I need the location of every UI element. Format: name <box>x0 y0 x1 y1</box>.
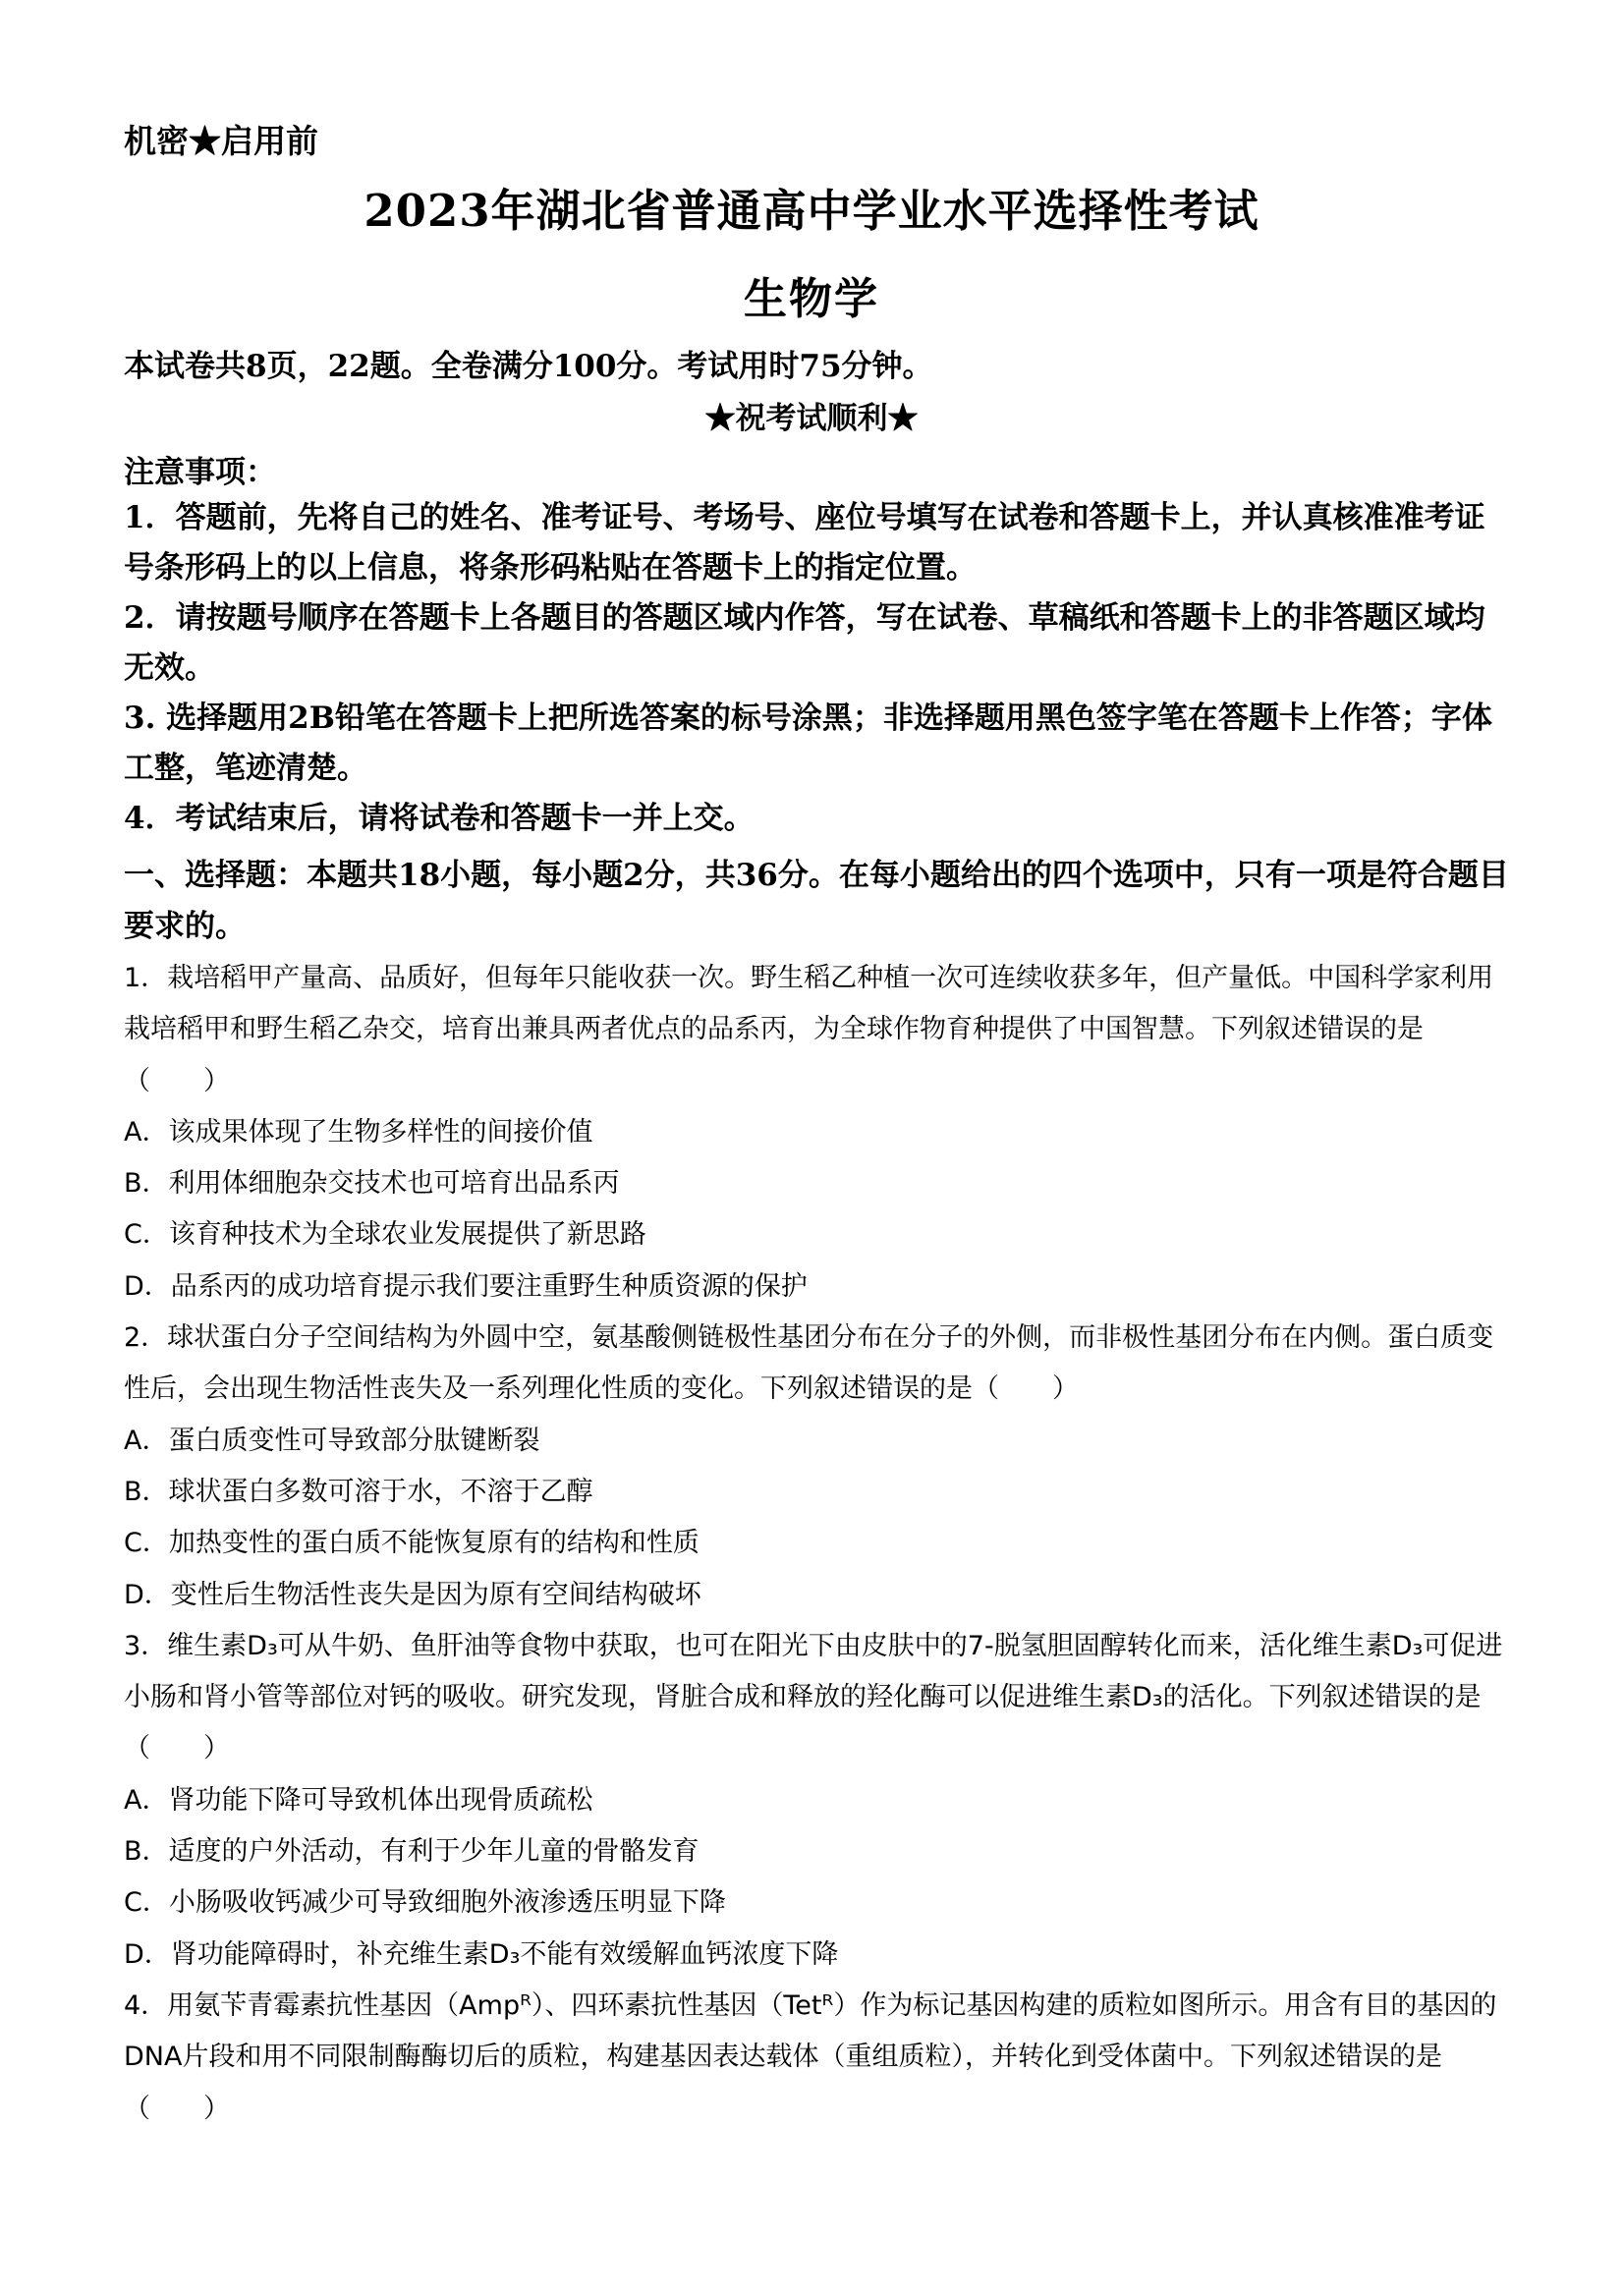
section-heading: 一、选择题：本题共18小题，每小题2分，共36分。在每小题给出的四个选项中，只有一项是符合题目要求的。 <box>124 858 1509 944</box>
option-a: A．该成果体现了生物多样性的间接价值 <box>124 1116 593 1148</box>
subject-title: 生物学 <box>744 274 879 324</box>
question-stem: 2．球状蛋白分子空间结构为外圆中空，氨基酸侧链极性基团分布在分子的外侧，而非极性基团分布在内侧。蛋白质变性后，会出现生物活性丧失及一系列理化性质的变化。下列叙述错误的是（ ） <box>124 1322 1494 1405</box>
question-stem: 3．维生素D₃可从牛奶、鱼肝油等食物中获取，也可在阳光下由皮肤中的7-脱氢胆固醇转化而来，活化维生素D₃可促进小肠和肾小管等部位对钙的吸收。研究发现，肾脏合成和释放的羟化酶可以促进维生素D₃的活化。下列叙述错误的是（ ） <box>124 1630 1503 1764</box>
notice-heading: 注意事项： <box>124 455 276 490</box>
question-list <box>124 953 1509 2135</box>
option-c: C．加热变性的蛋白质不能恢复原有的结构和性质 <box>124 1528 700 1559</box>
notice-item: 1．答题前，先将自己的姓名、准考证号、考场号、座位号填写在试卷和答题卡上，并认真核准准考证号条形码上的以上信息，将条形码粘贴在答题卡上的指定位置。 <box>124 500 1485 586</box>
notice-item: 2．请按题号顺序在答题卡上各题目的答题区域内作答，写在试卷、草稿纸和答题卡上的非答题区域均无效。 <box>124 600 1485 686</box>
exam-info: 本试卷共8页，22题。全卷满分100分。考试用时75分钟。 <box>124 349 933 384</box>
question-3 <box>124 1621 1509 1981</box>
question-4 <box>124 1981 1509 2135</box>
notice-item: 3. 选择题用2B铅笔在答题卡上把所选答案的标号涂黑；非选择题用黑色签字笔在答题卡上作答；字体工整，笔迹清楚。 <box>124 700 1492 786</box>
notice-list <box>124 493 1509 844</box>
option-a: A．蛋白质变性可导致部分肽键断裂 <box>124 1425 540 1456</box>
option-d: D．变性后生物活性丧失是因为原有空间结构破坏 <box>124 1579 701 1610</box>
option-b: B．适度的户外活动，有利于少年儿童的骨骼发育 <box>124 1836 700 1868</box>
option-b: B．利用体细胞杂交技术也可培育出品系丙 <box>124 1168 620 1200</box>
question-stem: 4．用氨苄青霉素抗性基因（Ampᴿ）、四环素抗性基因（Tetᴿ）作为标记基因构建的质粒如图所示。用含有目的基因的DNA片段和用不同限制酶酶切后的质粒，构建基因表达载体（重组质粒），并转化到受体菌中。下列叙述错误的是（ ） <box>124 1989 1497 2124</box>
option-d: D．品系丙的成功培育提示我们要注重野生种质资源的保护 <box>124 1270 808 1302</box>
option-a: A．肾功能下降可导致机体出现骨质疏松 <box>124 1784 593 1816</box>
option-d: D．肾功能障碍时，补充维生素D₃不能有效缓解血钙浓度下降 <box>124 1938 839 1970</box>
option-c: C．小肠吸收钙减少可导致细胞外液渗透压明显下降 <box>124 1887 726 1919</box>
good-luck-line: ★祝考试顺利★ <box>704 401 919 436</box>
exam-title: 2023年湖北省普通高中学业水平选择性考试 <box>364 185 1259 237</box>
option-b: B．球状蛋白多数可溶于水，不溶于乙醇 <box>124 1476 593 1507</box>
question-1 <box>124 953 1509 1313</box>
question-stem: 1．栽培稻甲产量高、品质好，但每年只能收获一次。野生稻乙种植一次可连续收获多年，但产量低。中国科学家利用栽培稻甲和野生稻乙杂交，培育出兼具两者优点的品系丙，为全球作物育种提供了中国智慧。下列叙述错误的是（ ） <box>124 963 1494 1096</box>
notice-item: 4．考试结束后，请将试卷和答题卡一并上交。 <box>124 801 755 836</box>
question-2 <box>124 1313 1509 1621</box>
option-c: C．该育种技术为全球农业发展提供了新思路 <box>124 1219 646 1251</box>
confidential-label: 机密★启用前 <box>124 122 318 160</box>
